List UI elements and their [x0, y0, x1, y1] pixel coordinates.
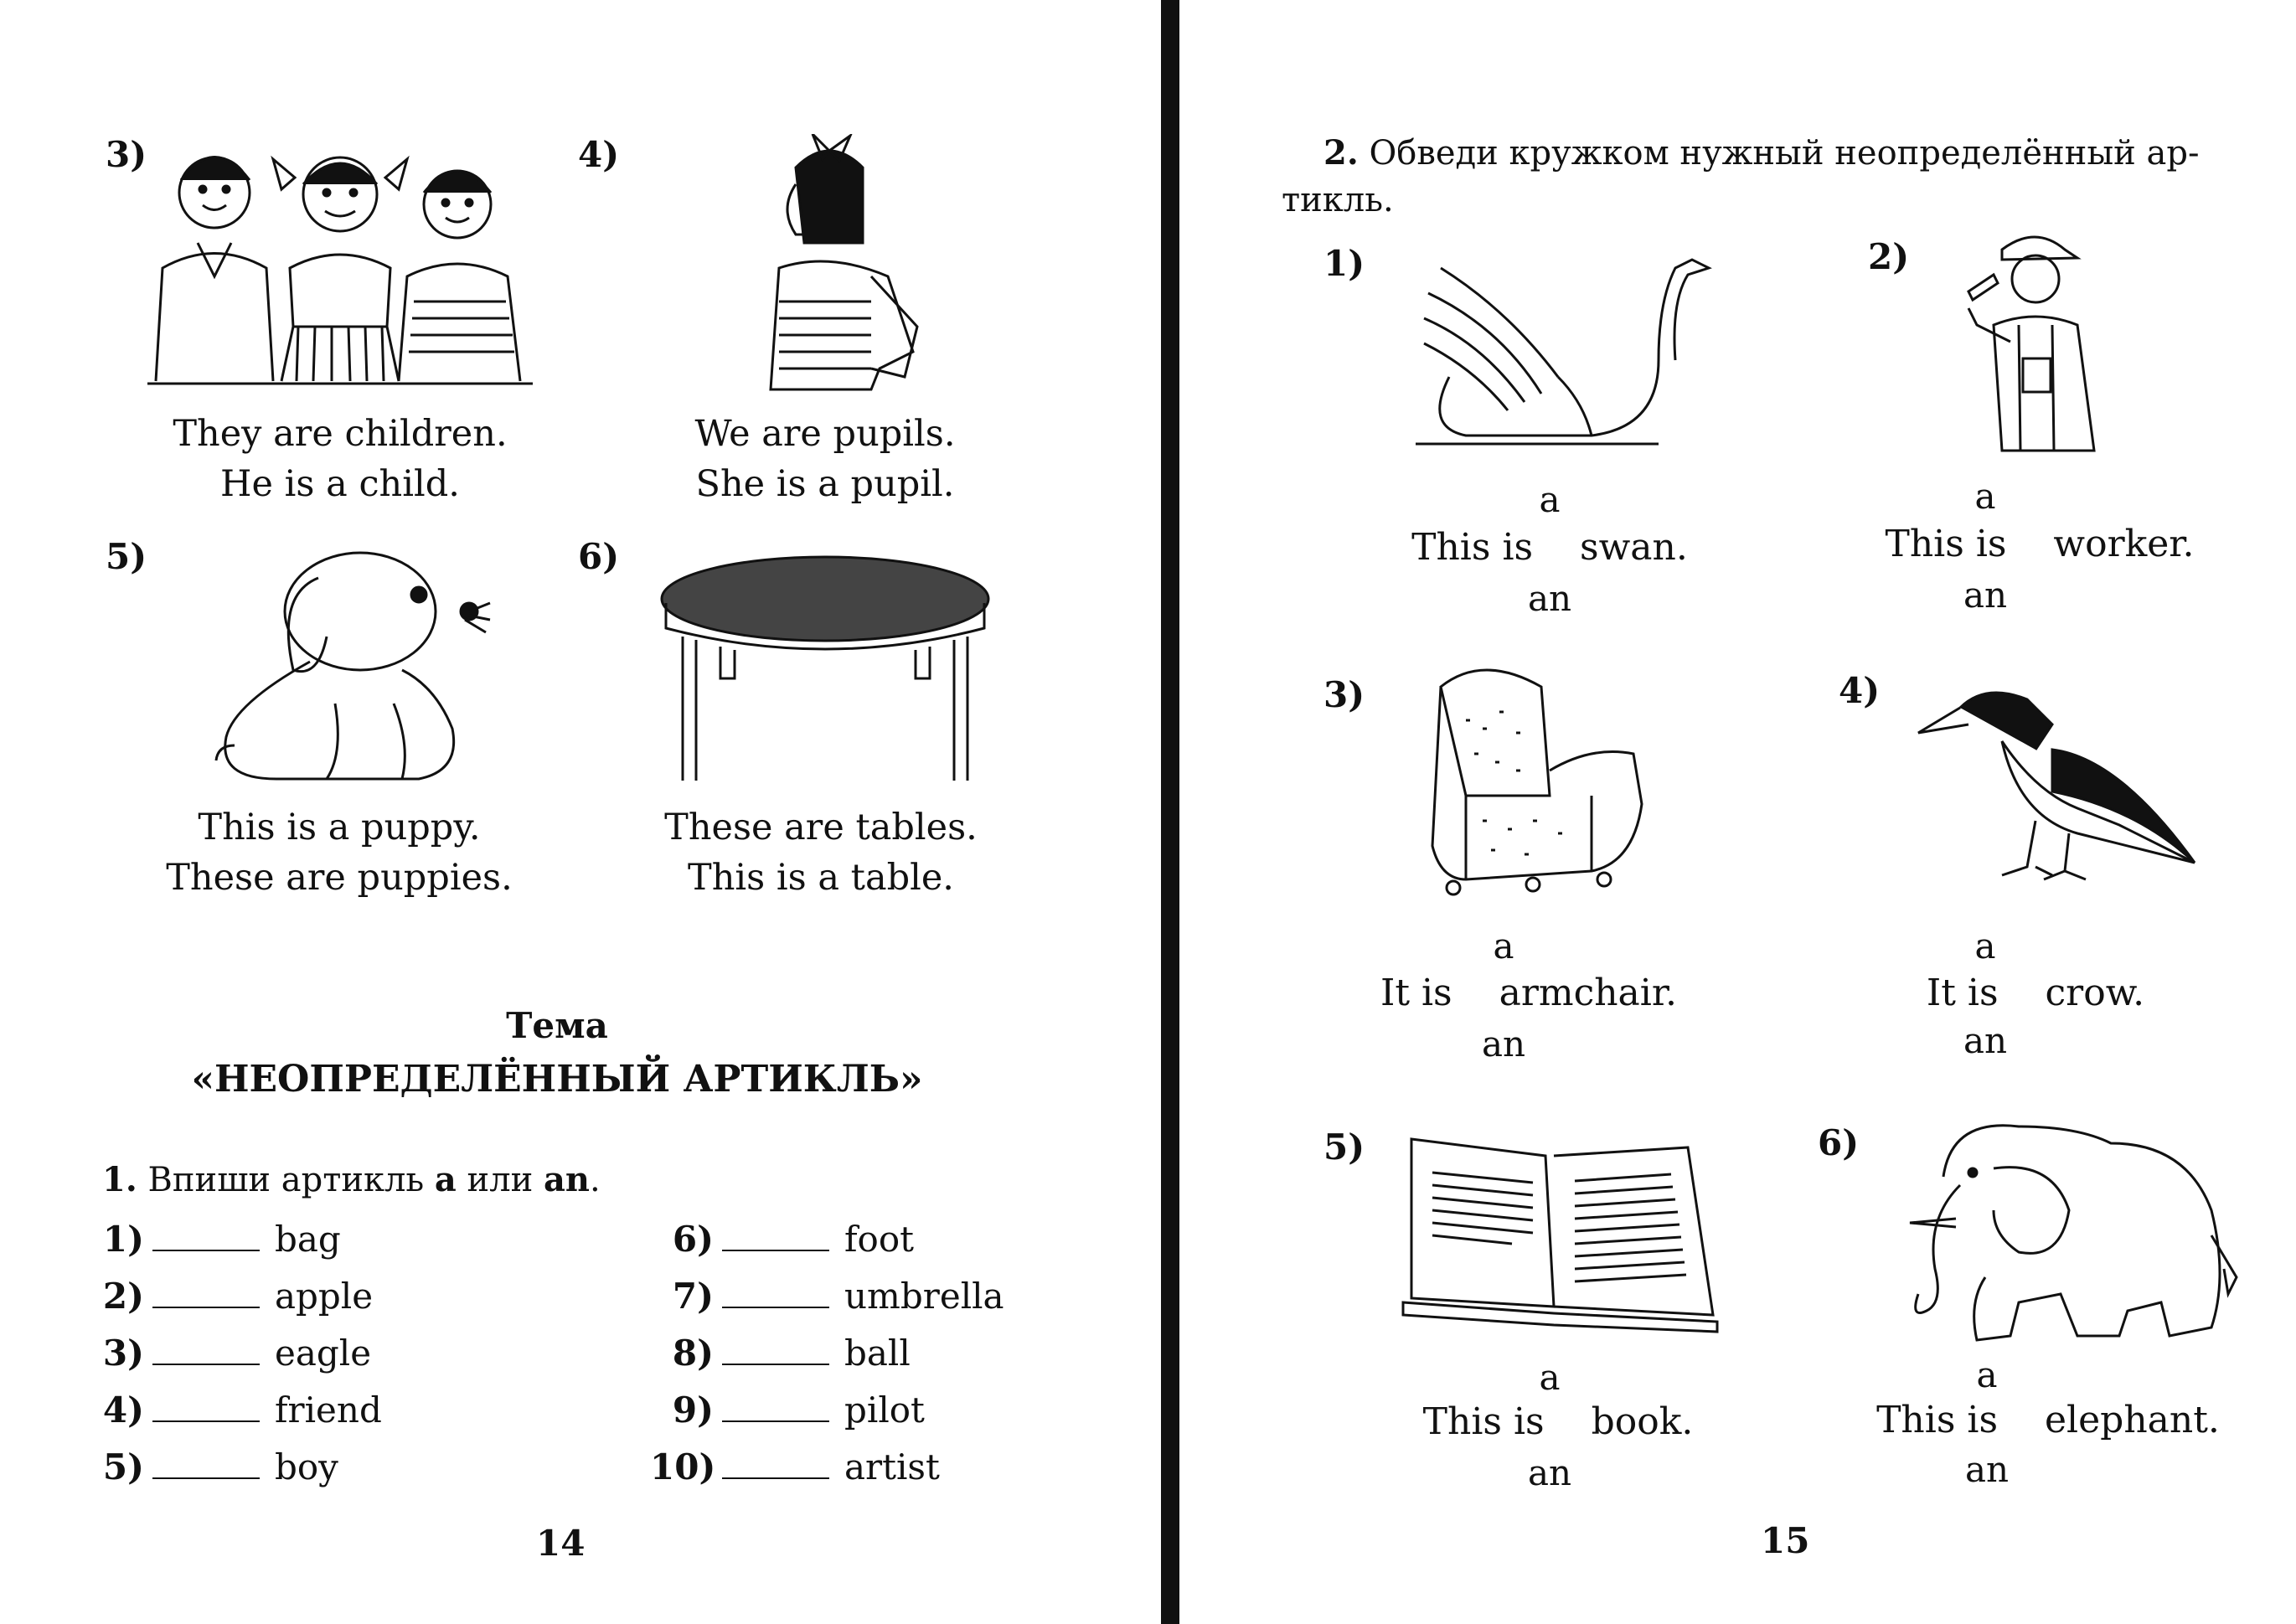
task-number: 1.: [102, 1160, 137, 1199]
answer-blank[interactable]: [722, 1452, 829, 1479]
exercise-word: eagle: [275, 1333, 372, 1374]
answer-blank[interactable]: [152, 1452, 260, 1479]
caption: [628, 409, 1022, 509]
task-text: или: [456, 1161, 544, 1199]
exercise-number: 5): [102, 1446, 144, 1487]
article-a: a: [434, 1160, 457, 1199]
exercise-word: bag: [275, 1219, 341, 1260]
article-an[interactable]: an: [1963, 575, 2008, 616]
article-an[interactable]: an: [1963, 1020, 2008, 1061]
exercise-row: [80, 1276, 373, 1317]
answer-blank[interactable]: [152, 1224, 260, 1251]
caption-line: This is a puppy.: [198, 807, 481, 848]
exercise-number: 8): [672, 1333, 714, 1374]
exercise-number: 6): [672, 1219, 714, 1260]
elephant-icon: [1893, 1110, 2245, 1353]
article-a[interactable]: a: [1974, 476, 1996, 517]
exercise-word: foot: [844, 1219, 914, 1260]
item-number: 5): [106, 536, 147, 577]
item-number: 5): [1323, 1126, 1365, 1168]
puppy-icon: [209, 536, 494, 787]
exercise-number: 2): [102, 1276, 144, 1317]
exercise-row: [650, 1276, 1004, 1317]
sentence: It is armchair.: [1380, 972, 1678, 1014]
task-number: 2.: [1323, 133, 1359, 173]
exercise-row: [80, 1219, 341, 1260]
item-number: 3): [1323, 674, 1365, 715]
answer-blank[interactable]: [722, 1281, 829, 1308]
answer-blank[interactable]: [152, 1281, 260, 1308]
article-an[interactable]: an: [1527, 1452, 1572, 1493]
topic-label: Тема: [506, 1005, 608, 1046]
caption: [147, 409, 533, 509]
exercise-number: 1): [102, 1219, 144, 1260]
exercise-word: friend: [275, 1389, 382, 1431]
exercise-word: pilot: [844, 1389, 925, 1431]
exercise-word: apple: [275, 1276, 374, 1317]
table-icon: [658, 553, 993, 783]
article-an: an: [544, 1160, 590, 1199]
page-15: [1181, 0, 2296, 1624]
exercise-word: umbrella: [844, 1276, 1004, 1317]
article-a[interactable]: a: [1976, 1354, 1998, 1395]
book-icon: [1395, 1131, 1721, 1340]
article-an[interactable]: an: [1964, 1449, 2010, 1490]
exercise-number: 4): [102, 1389, 144, 1431]
answer-blank[interactable]: [152, 1338, 260, 1365]
caption-line: We are pupils.: [694, 413, 956, 455]
caption-line: This is a table.: [688, 857, 954, 899]
exercise-row: [80, 1333, 371, 1374]
caption-line: She is a pupil.: [695, 463, 955, 505]
task-2-instruction: [1282, 130, 2270, 224]
caption-line: These are tables.: [664, 807, 978, 848]
sentence: This is swan.: [1411, 526, 1688, 569]
exercise-row: [650, 1219, 914, 1260]
page-number: 14: [536, 1523, 586, 1564]
exercise-row: [650, 1389, 925, 1431]
article-a[interactable]: a: [1974, 925, 1996, 967]
exercise-word: ball: [844, 1333, 911, 1374]
armchair-icon: [1416, 653, 1667, 896]
task-text: Обведи кружком нужный неопределённый ар-: [1369, 134, 2200, 173]
topic-heading: [0, 1005, 1114, 1101]
sentence: It is crow.: [1926, 972, 2145, 1014]
sentence: This is worker.: [1885, 523, 2195, 565]
task-text: .: [590, 1161, 601, 1199]
item-number: 1): [1323, 243, 1365, 284]
caption-line: They are children.: [173, 413, 508, 455]
exercise-number: 9): [672, 1389, 714, 1431]
caption-line: These are puppies.: [166, 857, 513, 899]
item-number: 3): [106, 134, 147, 175]
answer-blank[interactable]: [722, 1224, 829, 1251]
article-an[interactable]: an: [1481, 1023, 1526, 1065]
sentence: This is elephant.: [1876, 1399, 2220, 1441]
task-1-instruction: [102, 1160, 601, 1199]
exercise-row: [650, 1446, 940, 1487]
exercise-number: 3): [102, 1333, 144, 1374]
task-text: тикль.: [1282, 181, 1394, 219]
item-number: 4): [578, 134, 620, 175]
schoolgirl-icon: [746, 134, 921, 394]
exercise-word: artist: [844, 1446, 940, 1487]
children-icon: [147, 134, 533, 385]
caption: [637, 802, 1005, 903]
task-text: Впиши артикль: [147, 1161, 435, 1199]
exercise-word: boy: [275, 1446, 338, 1487]
item-number: 2): [1868, 236, 1910, 277]
crow-icon: [1910, 674, 2211, 888]
article-a[interactable]: a: [1493, 925, 1514, 967]
answer-blank[interactable]: [722, 1395, 829, 1422]
article-a[interactable]: a: [1539, 1357, 1561, 1398]
worker-icon: [1960, 224, 2103, 455]
exercise-row: [80, 1389, 382, 1431]
topic-title: «НЕОПРЕДЕЛЁННЫЙ АРТИКЛЬ»: [191, 1058, 923, 1101]
page-number: 15: [1761, 1520, 1810, 1561]
item-number: 4): [1839, 670, 1881, 711]
exercise-row: [650, 1333, 911, 1374]
article-a[interactable]: a: [1539, 479, 1561, 520]
exercise-number: 7): [672, 1276, 714, 1317]
caption-line: He is a child.: [220, 463, 460, 505]
caption: [134, 802, 544, 903]
exercise-number: 10): [650, 1446, 716, 1487]
answer-blank[interactable]: [722, 1338, 829, 1365]
answer-blank[interactable]: [152, 1395, 260, 1422]
sentence: This is book.: [1422, 1400, 1694, 1443]
item-number: 6): [578, 536, 620, 577]
item-number: 6): [1818, 1122, 1860, 1163]
book-spine: [1161, 0, 1179, 1624]
article-an[interactable]: an: [1527, 578, 1572, 619]
exercise-row: [80, 1446, 338, 1487]
